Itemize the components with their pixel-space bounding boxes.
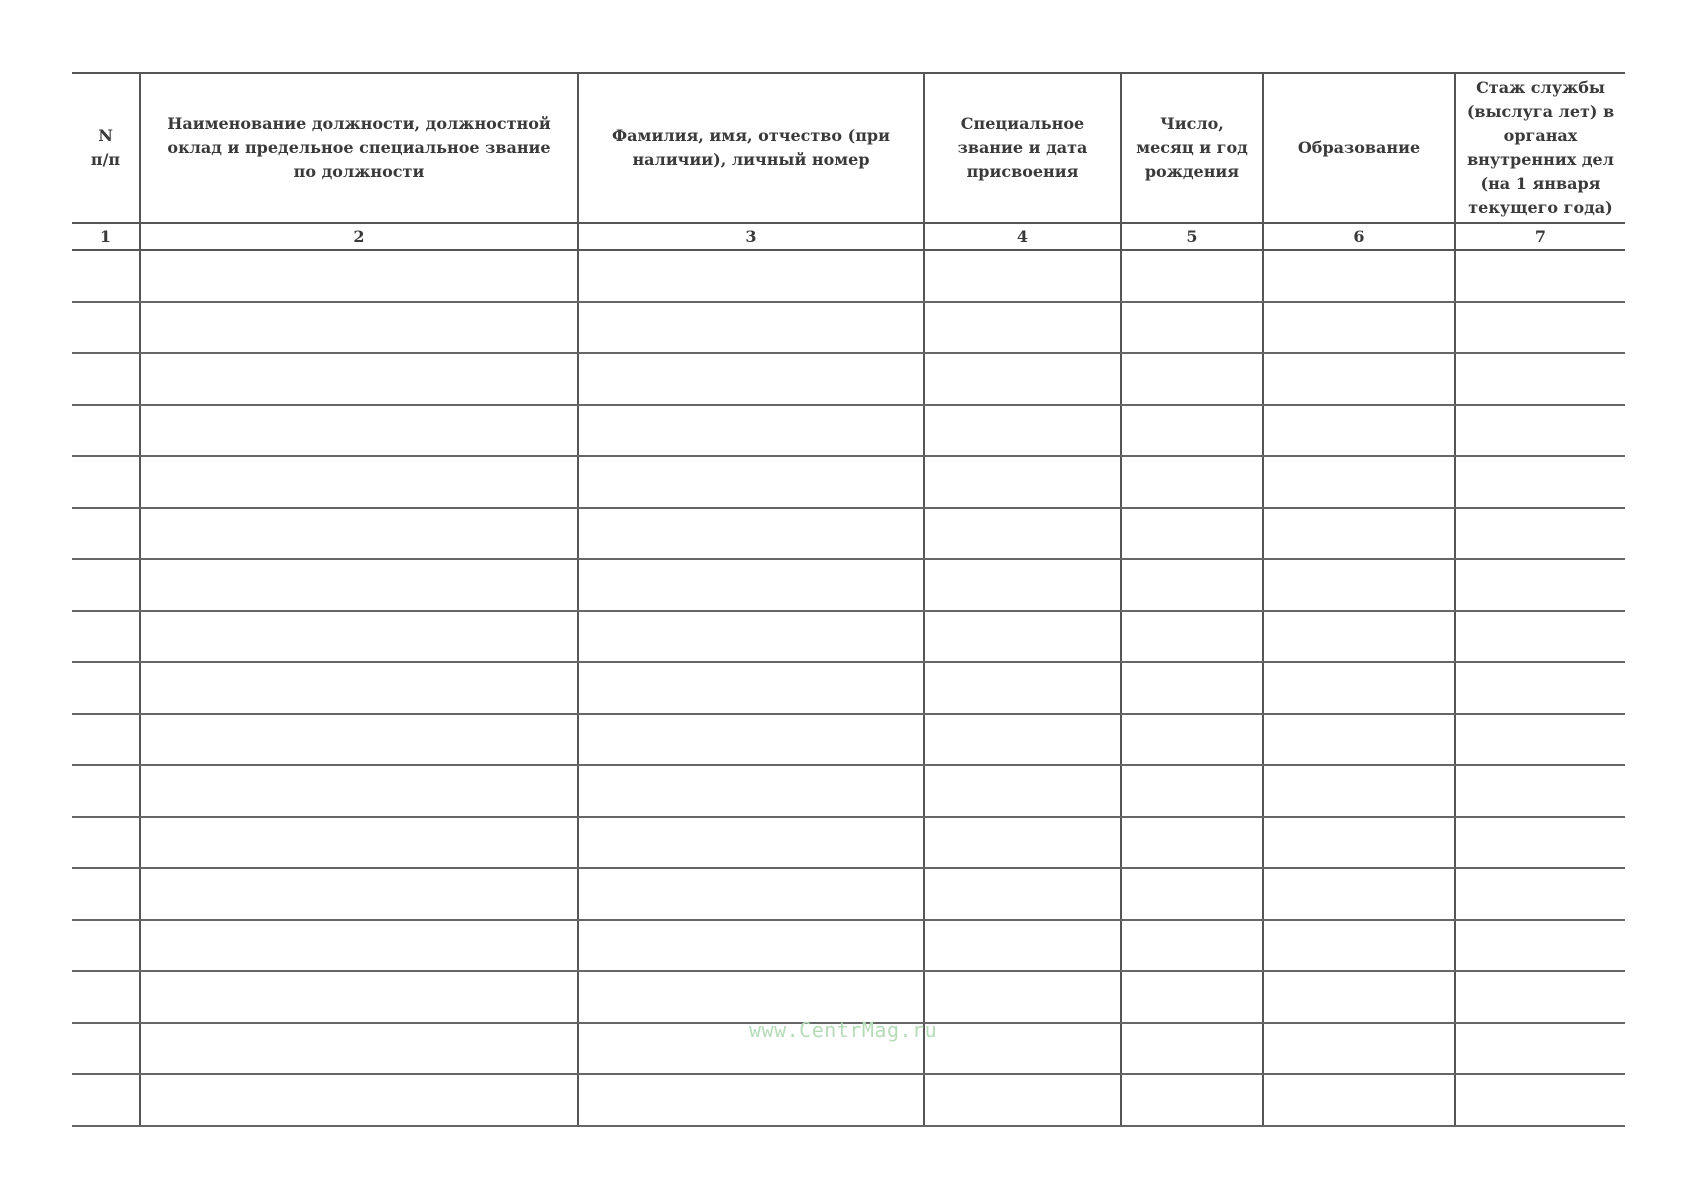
table-cell <box>578 508 924 560</box>
table-cell <box>924 817 1121 869</box>
table-cell <box>1263 662 1455 714</box>
table-cell <box>578 611 924 663</box>
personnel-table <box>72 72 1625 1127</box>
table-cell <box>1121 971 1263 1023</box>
table-cell <box>140 508 578 560</box>
table-cell <box>1121 508 1263 560</box>
table-cell <box>1263 353 1455 405</box>
table-cell <box>72 559 140 611</box>
table-cell <box>578 817 924 869</box>
table-cell <box>140 250 578 302</box>
column-number: 6 <box>1263 223 1455 250</box>
table-cell <box>1121 920 1263 972</box>
table-cell <box>1455 611 1625 663</box>
personnel-form-sheet <box>72 72 1625 1127</box>
table-cell <box>140 559 578 611</box>
table-cell <box>1121 559 1263 611</box>
header-position: Наименование должности, должностной оклад и предельное специальное звание по должности <box>140 73 578 223</box>
table-cell <box>140 662 578 714</box>
table-cell <box>1263 817 1455 869</box>
table-cell <box>1121 765 1263 817</box>
table-row <box>72 662 1625 714</box>
table-cell <box>1121 302 1263 354</box>
table-cell <box>1121 353 1263 405</box>
table-cell <box>1121 714 1263 766</box>
table-cell <box>72 817 140 869</box>
table-cell <box>140 302 578 354</box>
table-cell <box>72 714 140 766</box>
table-cell <box>1121 662 1263 714</box>
table-cell <box>924 611 1121 663</box>
table-cell <box>924 405 1121 457</box>
table-cell <box>72 971 140 1023</box>
table-row <box>72 920 1625 972</box>
column-number: 3 <box>578 223 924 250</box>
table-cell <box>924 1074 1121 1126</box>
table-cell <box>72 1023 140 1075</box>
table-row <box>72 405 1625 457</box>
table-row <box>72 559 1625 611</box>
table-cell <box>1263 920 1455 972</box>
table-cell <box>1455 765 1625 817</box>
header-birth-date: Число, месяц и год рождения <box>1121 73 1263 223</box>
table-cell <box>1455 559 1625 611</box>
table-cell <box>72 1074 140 1126</box>
table-cell <box>924 353 1121 405</box>
table-row <box>72 817 1625 869</box>
table-cell <box>72 765 140 817</box>
table-cell <box>140 765 578 817</box>
table-cell <box>72 868 140 920</box>
table-cell <box>578 302 924 354</box>
table-cell <box>1263 611 1455 663</box>
table-cell <box>578 662 924 714</box>
table-cell <box>1455 508 1625 560</box>
table-cell <box>1263 1074 1455 1126</box>
watermark: www.CentrMag.ru <box>749 1018 938 1042</box>
table-cell <box>1455 250 1625 302</box>
table-body <box>72 250 1625 1126</box>
table-cell <box>72 508 140 560</box>
column-number-row <box>72 223 1625 250</box>
table-cell <box>1121 456 1263 508</box>
header-number: N п/п <box>72 73 140 223</box>
table-cell <box>1263 302 1455 354</box>
table-cell <box>1455 456 1625 508</box>
table-cell <box>924 559 1121 611</box>
table-cell <box>1121 611 1263 663</box>
table-cell <box>1263 868 1455 920</box>
table-cell <box>1263 250 1455 302</box>
table-cell <box>72 353 140 405</box>
table-row <box>72 868 1625 920</box>
table-cell <box>578 868 924 920</box>
table-cell <box>924 765 1121 817</box>
table-cell <box>1263 559 1455 611</box>
table-cell <box>1263 971 1455 1023</box>
table-cell <box>140 920 578 972</box>
table-cell <box>1455 1023 1625 1075</box>
table-cell <box>1455 353 1625 405</box>
table-cell <box>1263 508 1455 560</box>
table-cell <box>578 353 924 405</box>
table-cell <box>924 456 1121 508</box>
table-cell <box>1121 817 1263 869</box>
header-special-rank: Специальное звание и дата присвоения <box>924 73 1121 223</box>
header-education: Образование <box>1263 73 1455 223</box>
table-cell <box>140 456 578 508</box>
table-cell <box>924 250 1121 302</box>
table-row <box>72 508 1625 560</box>
table-cell <box>924 920 1121 972</box>
table-cell <box>1455 1074 1625 1126</box>
table-cell <box>924 662 1121 714</box>
table-cell <box>924 302 1121 354</box>
table-cell <box>72 920 140 972</box>
table-cell <box>578 971 924 1023</box>
table-cell <box>140 353 578 405</box>
table-row <box>72 302 1625 354</box>
table-row <box>72 971 1625 1023</box>
table-cell <box>72 662 140 714</box>
table-row <box>72 714 1625 766</box>
table-row <box>72 1074 1625 1126</box>
table-cell <box>1455 817 1625 869</box>
table-cell <box>1121 250 1263 302</box>
table-cell <box>1455 920 1625 972</box>
table-cell <box>140 405 578 457</box>
table-row <box>72 456 1625 508</box>
table-cell <box>1263 765 1455 817</box>
column-number: 7 <box>1455 223 1625 250</box>
table-cell <box>924 868 1121 920</box>
table-cell <box>140 611 578 663</box>
header-service-length: Стаж службы (выслуга лет) в органах внутренних дел (на 1 января текущего года) <box>1455 73 1625 223</box>
table-cell <box>1455 405 1625 457</box>
table-cell <box>578 456 924 508</box>
table-cell <box>924 508 1121 560</box>
table-cell <box>578 765 924 817</box>
column-number: 5 <box>1121 223 1263 250</box>
table-cell <box>72 250 140 302</box>
table-cell <box>924 971 1121 1023</box>
table-cell <box>1121 1023 1263 1075</box>
table-cell <box>1121 1074 1263 1126</box>
table-cell <box>140 1074 578 1126</box>
header-full-name: Фамилия, имя, отчество (при наличии), личный номер <box>578 73 924 223</box>
table-cell <box>1455 868 1625 920</box>
table-cell <box>578 250 924 302</box>
table-row <box>72 250 1625 302</box>
table-cell <box>1121 405 1263 457</box>
table-cell <box>1263 456 1455 508</box>
table-cell <box>924 714 1121 766</box>
table-cell <box>72 456 140 508</box>
table-cell <box>578 405 924 457</box>
table-cell <box>1455 714 1625 766</box>
table-row <box>72 611 1625 663</box>
table-cell <box>140 971 578 1023</box>
table-cell <box>578 559 924 611</box>
table-cell <box>1455 971 1625 1023</box>
table-cell <box>1263 1023 1455 1075</box>
table-row <box>72 353 1625 405</box>
table-cell <box>140 868 578 920</box>
table-cell <box>140 714 578 766</box>
table-cell <box>1263 714 1455 766</box>
table-cell <box>140 817 578 869</box>
table-row <box>72 765 1625 817</box>
table-cell <box>72 405 140 457</box>
column-number: 4 <box>924 223 1121 250</box>
table-cell <box>924 1023 1121 1075</box>
table-cell <box>1263 405 1455 457</box>
table-cell <box>578 920 924 972</box>
column-number: 2 <box>140 223 578 250</box>
table-cell <box>1121 868 1263 920</box>
table-cell <box>578 1074 924 1126</box>
table-cell <box>1455 302 1625 354</box>
table-cell <box>72 611 140 663</box>
table-cell <box>140 1023 578 1075</box>
table-cell <box>1455 662 1625 714</box>
column-number: 1 <box>72 223 140 250</box>
table-cell <box>578 714 924 766</box>
table-cell <box>72 302 140 354</box>
header-row <box>72 73 1625 223</box>
